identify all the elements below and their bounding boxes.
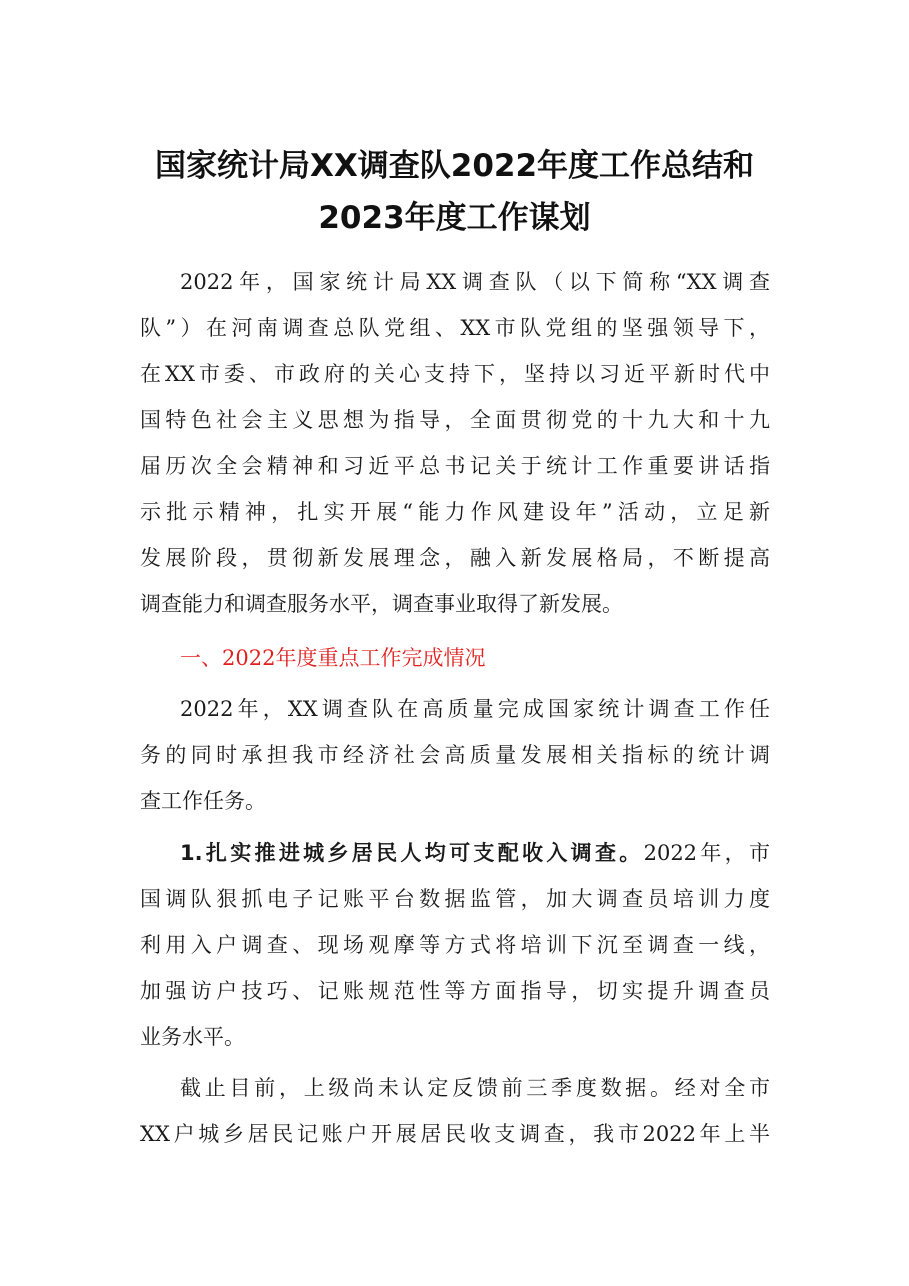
document-title-line-1: 国家统计局XX调查队2022年度工作总结和 (154, 148, 755, 184)
intro-line-4: 国特色社会主义思想为指导，全面贯彻党的十九大和十九 (140, 408, 770, 432)
intro-line-3: 在XX市委、市政府的关心支持下，坚持以习近平新时代中 (140, 362, 770, 386)
item-1-line-1 (180, 838, 770, 868)
document-title-line-2: 2023年度工作谋划 (318, 200, 591, 236)
para-2-line-1: 截止目前，上级尚未认定反馈前三季度数据。经对全市 (180, 1076, 770, 1100)
intro-line-5: 届历次全会精神和习近平总书记关于统计工作重要讲话指 (140, 454, 770, 478)
section-1-line-2: 务的同时承担我市经济社会高质量发展相关指标的统计调 (140, 743, 770, 767)
para-2-line-2: XX户城乡居民记账户开展居民收支调查，我市2022年上半 (140, 1122, 770, 1146)
intro-line-8: 调查能力和调查服务水平，调查事业取得了新发展。 (140, 592, 623, 616)
section-1-heading: 一、2022年度重点工作完成情况 (180, 646, 486, 670)
item-1-line-4: 加强访户技巧、记账规范性等方面指导，切实提升调查员 (140, 979, 770, 1003)
item-1-line-5: 业务水平。 (140, 1025, 245, 1049)
intro-line-6: 示批示精神，扎实开展“能力作风建设年”活动，立足新 (140, 500, 770, 524)
item-1-line-2: 国调队狠抓电子记账平台数据监管，加大调查员培训力度 (140, 887, 770, 911)
item-1-lead: 1.扎实推进城乡居民人均可支配收入调查。 (180, 841, 644, 865)
item-1-line-1-rest: 2022年，市 (643, 841, 770, 865)
item-1-line-3: 利用入户调查、现场观摩等方式将培训下沉至调查一线， (140, 933, 770, 957)
intro-line-1: 2022年，国家统计局XX调查队（以下简称“XX调查 (180, 270, 770, 294)
section-1-line-1: 2022年，XX调查队在高质量完成国家统计调查工作任 (180, 697, 770, 721)
section-1-line-3: 查工作任务。 (140, 789, 266, 813)
intro-line-7: 发展阶段，贯彻新发展理念，融入新发展格局，不断提高 (140, 546, 770, 570)
intro-line-2: 队”）在河南调查总队党组、XX市队党组的坚强领导下， (140, 316, 770, 340)
